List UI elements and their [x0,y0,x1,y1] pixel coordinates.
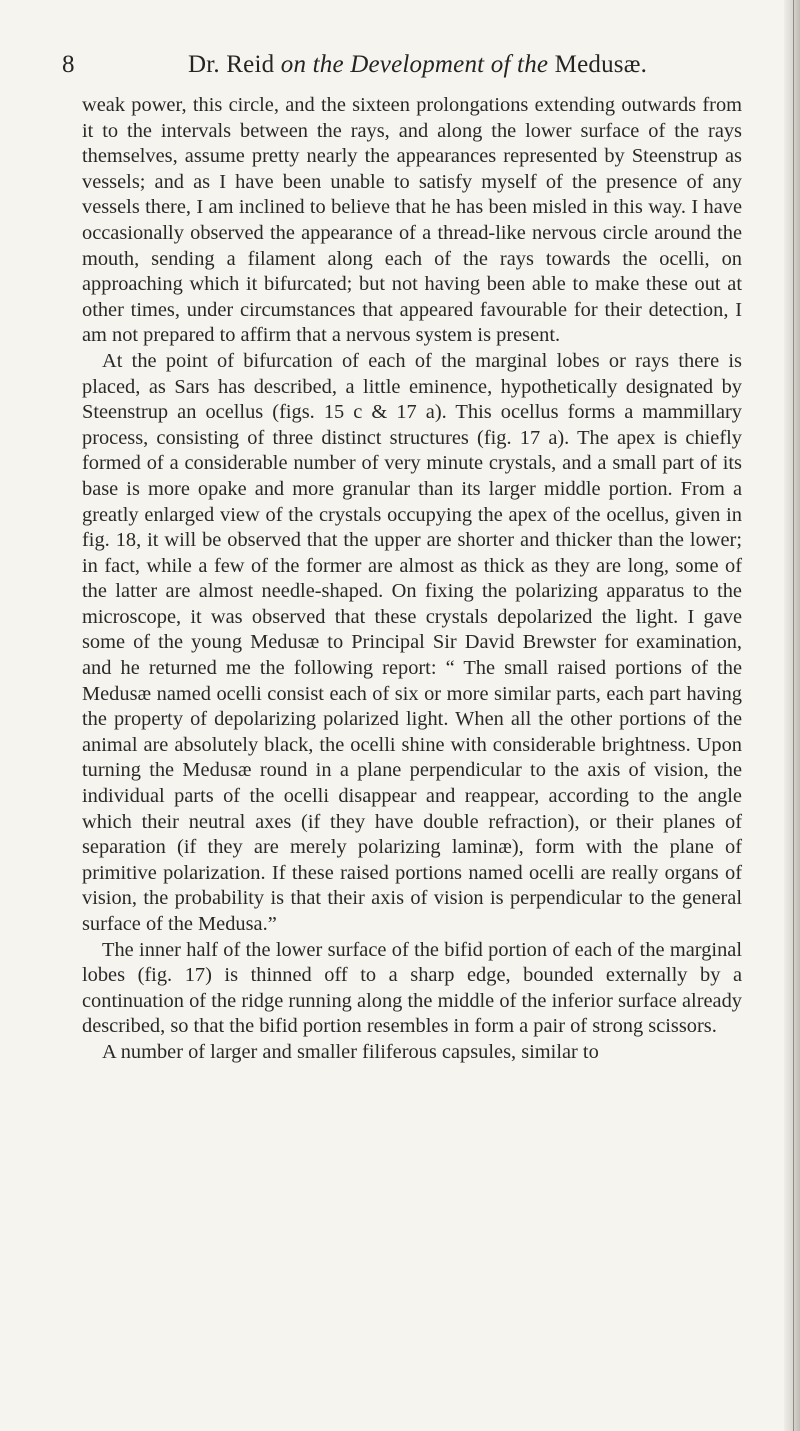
title-italic: on the Development of the [280,51,549,78]
page-edge-line [793,0,794,1431]
body-text [82,93,742,1066]
title-end: Medusæ. [554,51,648,78]
page-edge-shadow [784,0,800,1431]
paragraph-capsules: A number of larger and smaller filiferous capsules, similar to [102,1040,599,1063]
paragraph-bifid-portion: The inner half of the lower surface of the bifid portion of each of the marginal lobes (fig. 17) is thinned off to a sharp edge, bounded externally by a continuation of the ridge running along the middle of the inferior surface already described, so that the bifid portion resembles in form a pair of strong scissors. [82,938,742,1038]
page-number: 8 [62,51,75,78]
running-header [62,48,722,88]
title-author: Dr. Reid [188,51,275,78]
running-title [188,48,647,82]
paragraph-ocellus: At the point of bifurcation of each of the marginal lobes or rays there is placed, as Sars has described, a little eminence, hypothetically designated by Steenstrup an ocellus (figs. 15 c & 17 a). This ocellus forms a mammillary process, consisting of three distinct structures (fig. 17 a). The apex is chiefly formed of a considerable number of very minute crystals, and a small part of its base is more opake and more granular than its larger middle portion. From a greatly enlarged view of the crystals occupying the apex of the ocellus, given in fig. 18, it will be observed that the upper are shorter and thicker than the lower; in fact, while a few of the former are almost as thick as they are long, some of the latter are almost needle-shaped. On fixing the polarizing apparatus to the microscope, it was observed that these crystals depolarized the light. I gave some of the young Medusæ to Principal Sir David Brewster for examination, and he returned me the following report: “ The small raised portions of the Medusæ named ocelli consist each of six or more similar parts, each part having the property of depolarizing polarized light. When all the other portions of the animal are absolutely black, the ocelli shine with considerable brightness. Upon turning the Medusæ round in a plane perpendicular to the axis of vision, the individual parts of the ocelli disappear and reappear, according to the angle which their neutral axes (if they have double refraction), or their planes of separation (if they are merely polarizing laminæ), form with the plane of primitive polarization. If these raised portions named ocelli are really organs of vision, the probability is that their axis of vision is perpendicular to the general surface of the Medusa.” [82,349,742,935]
paragraph-continuation: weak power, this circle, and the sixteen prolongations extending outwards from it to the intervals between the rays, and along the lower surface of the rays themselves, assume pretty nearly the appearances represented by Steenstrup as vessels; and as I have been unable to satisfy myself of the presence of any vessels there, I am inclined to believe that he has been misled in this way. I have occasionally observed the appearance of a thread-like nervous circle around the mouth, sending a filament along each of the rays towards the ocelli, on approaching which it bifurcated; but not having been able to make these out at other times, under circumstances that appeared favourable for their detection, I am not prepared to affirm that a nervous system is present. [82,94,742,347]
